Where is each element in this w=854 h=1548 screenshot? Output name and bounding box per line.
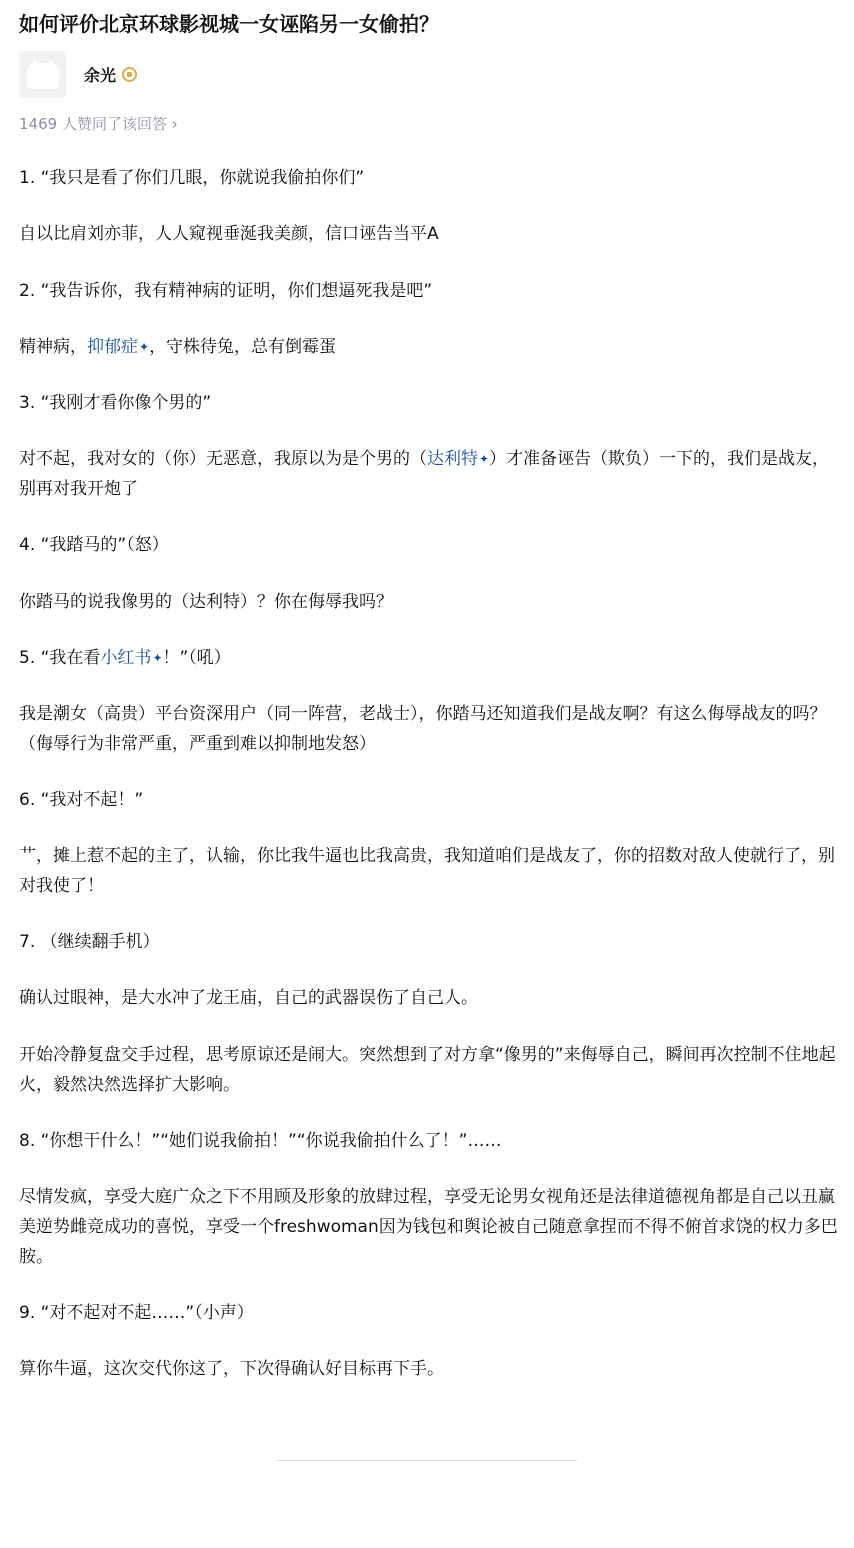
answer-paragraph: 1. “我只是看了你们几眼，你就说我偷拍你们” [19,168,365,188]
answer-paragraph: 自以比肩刘亦菲，人人窥视垂涎我美颜，信口诬告当平A [19,224,439,244]
answer-paragraph: 开始冷静复盘交手过程，思考原谅还是闹大。突然想到了对方拿“像男的”来侮辱自己，瞬间再次控制不住地起火，毅然决然选择扩大影响。 [19,1045,836,1095]
answer-paragraph: 4. “我踏马的”（怒） [19,535,169,555]
answer-paragraph: 7. （继续翻手机） [19,932,160,952]
answer-paragraph: 3. “我刚才看你像个男的” [19,393,212,413]
keyword-link-icon: ✦ [479,452,490,466]
upvote-count-link[interactable] [19,112,178,136]
upvote-text: 1469 人赞同了该回答 [19,115,167,133]
answer-paragraph [19,643,839,673]
answer-paragraph [19,332,839,362]
paragraph-text: 对不起，我对女的（你）无恶意，我原以为是个男的（ [19,449,427,469]
question-title[interactable]: 如何评价北京环球影视城一女诬陷另一女偷拍？ [19,12,439,36]
paragraph-text: ，守株待兔，总有倒霉蛋 [149,337,337,357]
paragraph-text: 精神病， [19,337,87,357]
answer-paragraph [19,444,839,504]
chevron-right-icon: › [171,115,178,133]
paragraph-text: ）才准备诬告（欺负）一下的，我们是战友，别再对我开炮了 [19,449,830,499]
answer-paragraph: 尽情发疯，享受大庭广众之下不用顾及形象的放肆过程，享受无论男女视角还是法律道德视角都是自己以丑赢美逆势雌竞成功的喜悦，享受一个freshwoman因为钱包和舆论被自己随意拿捏而不得不俯首求饶的权力多巴胺。 [19,1187,838,1267]
avatar[interactable] [19,51,66,98]
paragraph-text: 5. “我在看 [19,648,101,668]
answer-paragraph: 2. “我告诉你，我有精神病的证明，你们想逼死我是吧” [19,281,433,301]
section-divider [277,1460,577,1461]
keyword-link-icon: ✦ [139,340,150,354]
keyword-link-icon: ✦ [152,651,163,665]
author-name[interactable]: 余光 [84,65,117,85]
answer-paragraph: 你踏马的说我像男的（达利特）？你在侮辱我吗？ [19,592,393,612]
paragraph-text: ！”（吼） [162,648,231,668]
answer-paragraph: 我是潮女（高贵）平台资深用户（同一阵营，老战士），你踏马还知道我们是战友啊？有这么侮辱战友的吗？（侮辱行为非常严重，严重到难以抑制地发怒） [19,704,827,754]
keyword-link-dalit[interactable]: 达利特 [427,449,478,469]
badge-icon [122,67,137,82]
answer-paragraph: 6. “我对不起！” [19,790,144,810]
answer-paragraph: 8. “你想干什么！”“她们说我偷拍！”“你说我偷拍什么了！”…… [19,1131,502,1151]
answer-paragraph: 9. “对不起对不起……”（小声） [19,1303,254,1323]
answer-paragraph: 算你牛逼，这次交代你这了，下次得确认好目标再下手。 [19,1359,444,1379]
answer-paragraph: 艹，摊上惹不起的主了，认输，你比我牛逼也比我高贵，我知道咱们是战友了，你的招数对敌人使就行了，别对我使了！ [19,846,835,896]
answer-paragraph: 确认过眼神，是大水冲了龙王庙，自己的武器误伤了自己人。 [19,988,478,1008]
keyword-link-xiaohongshu[interactable]: 小红书 [100,648,152,668]
author-row [19,50,137,98]
keyword-link-depression[interactable]: 抑郁症 [87,337,138,357]
